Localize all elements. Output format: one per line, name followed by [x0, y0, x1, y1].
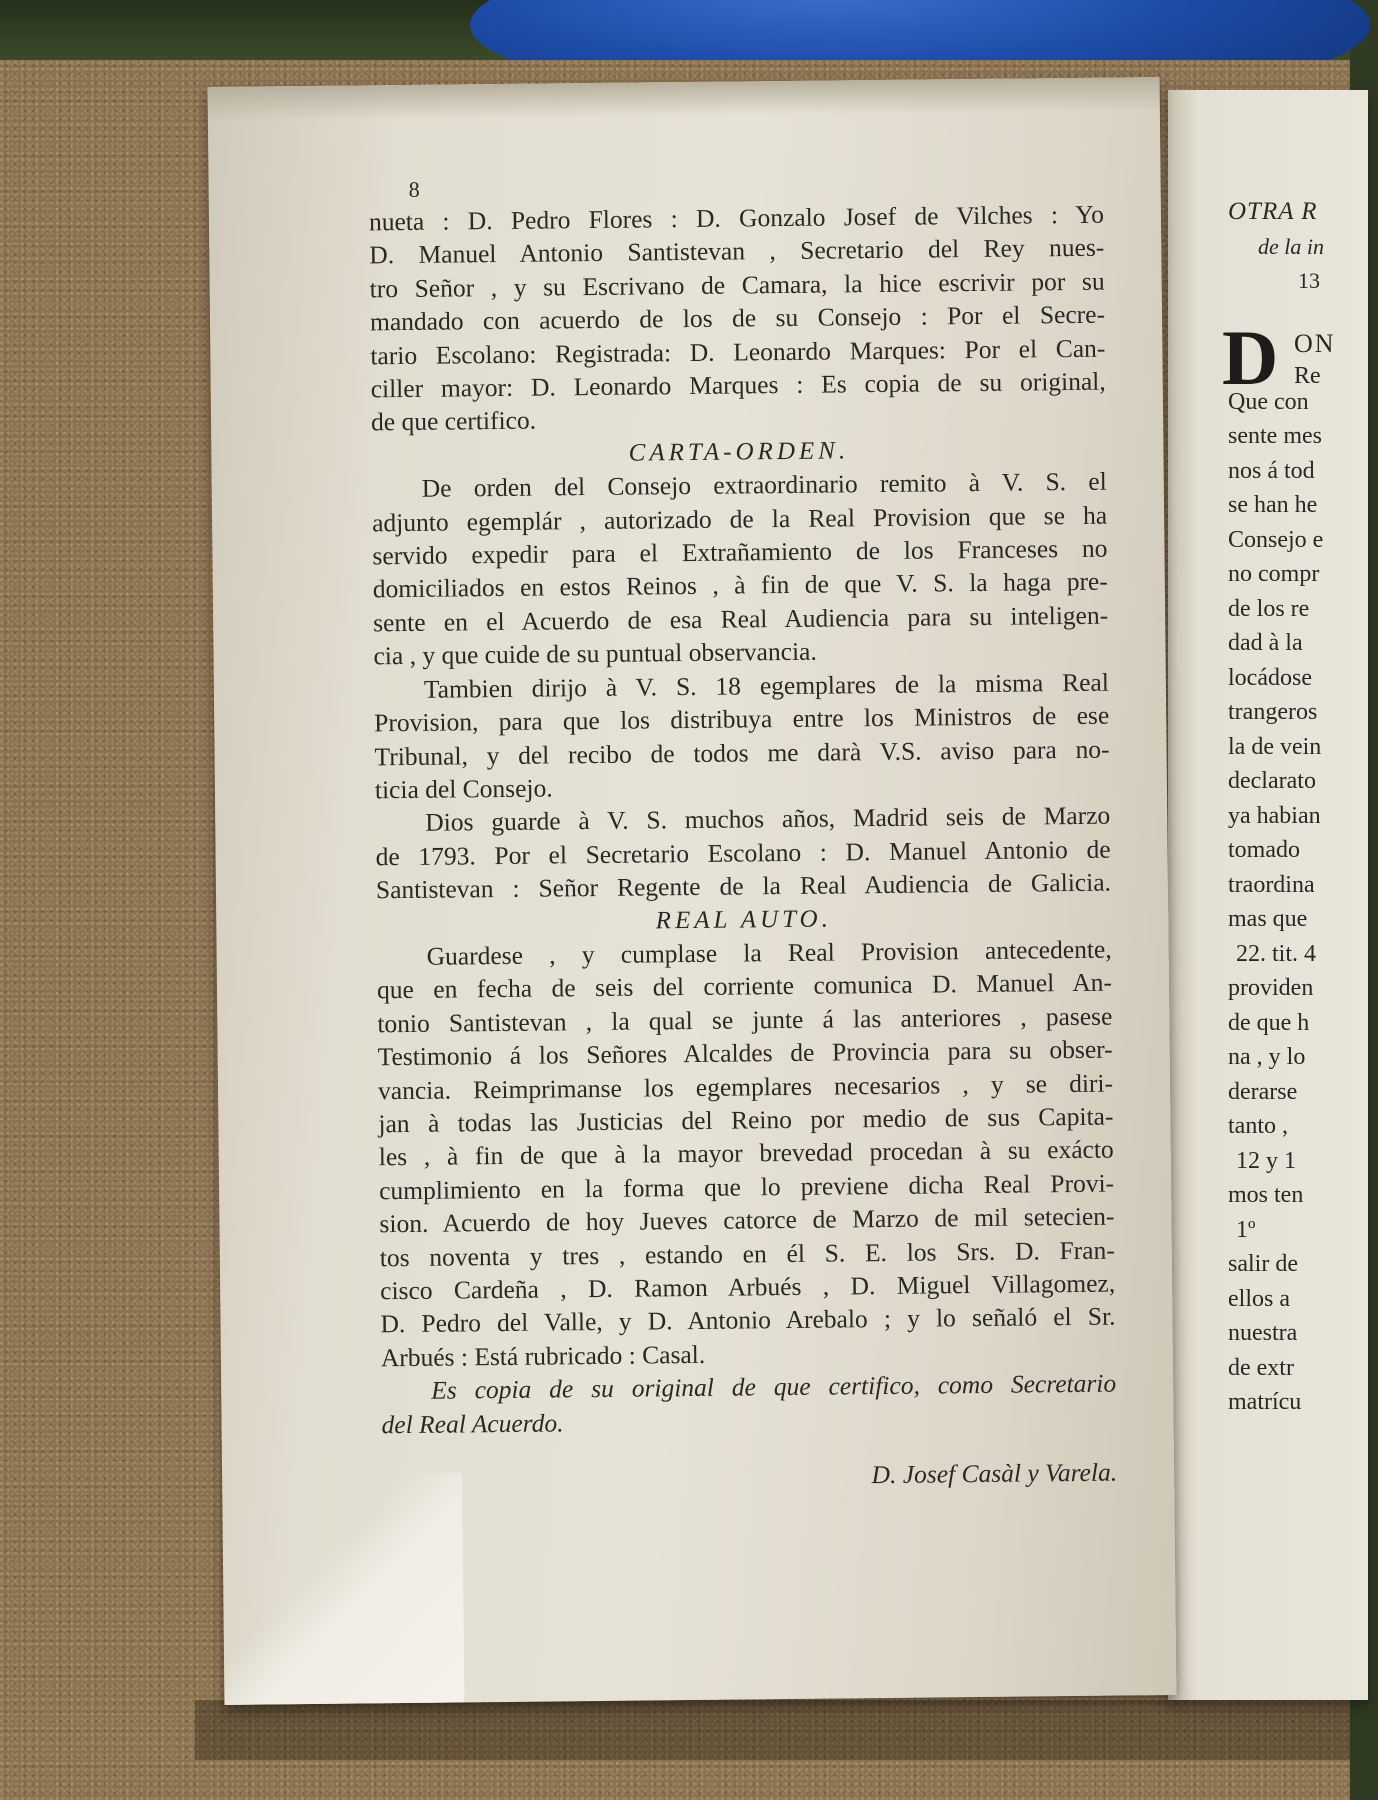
page-curl — [222, 1472, 464, 1705]
text-line: servido expedir para el Extrañamiento de los Franceses no — [372, 533, 1108, 571]
text-line: jan à todas las Justicias del Reino por medio de sus Capita- — [378, 1101, 1114, 1139]
text-line: Testimonio á los Señores Alcaldes de Provincia para su obser- — [377, 1034, 1113, 1072]
text-line: cumplimiento en la forma que lo previene dicha Real Provi- — [378, 1168, 1115, 1206]
adjacent-line: providen — [1228, 975, 1314, 1001]
page-text — [369, 198, 1117, 1497]
text-line: tos noventa y tres , estando en él S. E. los Srs. D. Fran- — [379, 1235, 1115, 1272]
heading-carta-orden: CARTA-ORDEN. — [628, 437, 850, 467]
document-page — [208, 77, 1177, 1705]
paragraph-copies — [374, 665, 1110, 806]
text-line: ticia del Consejo. — [374, 773, 553, 805]
adjacent-line: 22. tit. 4 — [1236, 940, 1317, 967]
adjacent-line: ya habian — [1228, 802, 1321, 829]
text-line: Es copia de su original de que certifico, como Secretario — [431, 1368, 1117, 1405]
adjacent-number: 13 — [1298, 268, 1320, 293]
text-line: sion. Acuerdo de hoy Jueves catorce de Marzo de mil setecien- — [379, 1201, 1115, 1239]
text-line: D. Manuel Antonio Santistevan , Secretario del Rey nues- — [369, 233, 1105, 270]
text-line: cia , y que cuide de su puntual observancia. — [373, 636, 817, 671]
text-line: de que certifico. — [370, 406, 537, 437]
adjacent-line: 12 y 1 — [1236, 1147, 1296, 1174]
signature-line: D. Josef Casàl y Varela. — [871, 1457, 1118, 1490]
adjacent-subheading: de la in — [1258, 233, 1324, 259]
adjacent-line: 1º — [1236, 1216, 1256, 1243]
adjacent-line: locádose — [1228, 664, 1312, 691]
text-line: cisco Cardeña , D. Ramon Arbués , D. Miguel Villagomez, — [380, 1268, 1116, 1306]
adjacent-line: tomado — [1228, 837, 1300, 863]
text-line: Provision, para que los distribuya entre los Ministros de ese — [374, 700, 1110, 738]
adjacent-line: sente mes — [1228, 423, 1322, 449]
paragraph-real-auto — [376, 933, 1116, 1375]
adjacent-line: de extr — [1228, 1354, 1294, 1381]
text-line: les , à fin de que à la mayor brevedad procedan à su exácto — [378, 1134, 1114, 1172]
text-line: tonio Santistevan , la qual se junte á las anteriores , pasese — [377, 1001, 1113, 1039]
adjacent-line: tanto , — [1228, 1113, 1288, 1139]
adjacent-line: nuestra — [1228, 1320, 1298, 1346]
text-line: de 1793. Por el Secretario Escolano : D. Manuel Antonio de — [375, 834, 1111, 872]
text-line: Dios guarde à V. S. muchos años, Madrid seis de Marzo — [425, 800, 1111, 838]
heading-real-auto: REAL AUTO. — [655, 905, 833, 934]
adjacent-line: se han he — [1228, 492, 1318, 518]
adjacent-line: no compr — [1228, 561, 1320, 587]
text-line: mandado con acuerdo de los de su Consejo : Por el Secre- — [369, 299, 1106, 337]
adjacent-line: matrícu — [1228, 1389, 1302, 1415]
dropcap-letter: D — [1222, 313, 1279, 401]
text-line: Arbués : Está rubricado : Casal. — [380, 1339, 706, 1373]
paragraph-attestation — [381, 1367, 1117, 1442]
adjacent-page-text — [1222, 195, 1378, 1420]
text-line: vancia. Reimprimanse los egemplares necesarios , y se diri- — [377, 1068, 1114, 1105]
text-line: nueta : D. Pedro Flores : D. Gonzalo Josef de Vilches : Yo — [368, 199, 1105, 237]
adjacent-line: Que con — [1228, 388, 1309, 415]
dropcap-line-1: ON — [1294, 328, 1336, 358]
adjacent-line: la de vein — [1228, 733, 1322, 760]
text-line: Santistevan : Señor Regente de la Real Audiencia de Galicia. — [375, 867, 1112, 905]
text-line: domiciliados en estos Reinos , à fin de que V. S. la haga pre- — [372, 567, 1108, 604]
text-line: De orden del Consejo extraordinario remito à V. S. el — [421, 466, 1107, 504]
paragraph-order — [372, 465, 1109, 673]
adjacent-line: trangeros — [1228, 699, 1318, 725]
adjacent-line: na , y lo — [1228, 1044, 1306, 1070]
adjacent-line: mos ten — [1228, 1182, 1304, 1208]
paragraph-closing — [375, 799, 1111, 907]
adjacent-line: Consejo e — [1228, 526, 1324, 553]
dropcap-line-2: Re — [1294, 362, 1321, 389]
text-line: Tambien dirijo à V. S. 18 egemplares de la misma Real — [423, 667, 1109, 704]
adjacent-line: mas que — [1228, 906, 1308, 932]
adjacent-heading: OTRA R — [1228, 198, 1318, 225]
text-line: del Real Acuerdo. — [381, 1408, 564, 1439]
adjacent-line: ellos a — [1228, 1285, 1290, 1312]
text-line: Guardese , y cumplase la Real Provision antecedente, — [426, 934, 1112, 971]
page-shadow — [195, 1700, 1350, 1760]
adjacent-line: de que h — [1228, 1009, 1310, 1036]
adjacent-line: derarse — [1228, 1078, 1298, 1105]
adjacent-line: declarato — [1228, 768, 1316, 794]
text-line: ciller mayor: D. Leonardo Marques : Es copia de su original, — [370, 366, 1106, 404]
adjacent-line: de los re — [1228, 595, 1310, 622]
text-line: tario Escolano: Registrada: D. Leonardo Marques: Por el Can- — [370, 333, 1106, 370]
text-line: D. Pedro del Valle, y D. Antonio Arebalo ; y lo señaló el Sr. — [380, 1301, 1116, 1339]
dropcap-block — [1222, 313, 1378, 401]
text-line: que en fecha de seis del corriente comunica D. Manuel An- — [376, 967, 1113, 1005]
adjacent-line: traordina — [1228, 871, 1315, 898]
page-number: 8 — [408, 176, 420, 202]
text-line: sente en el Acuerdo de esa Real Audiencia para su inteligen- — [373, 600, 1109, 638]
text-line: adjunto egemplár , autorizado de la Real Provision que se ha — [371, 500, 1108, 537]
adjacent-line: salir de — [1228, 1251, 1298, 1277]
adjacent-line: dad à la — [1228, 630, 1303, 656]
adjacent-line: nos á tod — [1228, 457, 1315, 484]
paragraph-certification — [369, 198, 1106, 440]
text-line: Tribunal, y del recibo de todos me darà V.S. aviso para no- — [374, 734, 1110, 771]
text-line: tro Señor , y su Escrivano de Camara, la hice escrivir por su — [369, 266, 1105, 304]
